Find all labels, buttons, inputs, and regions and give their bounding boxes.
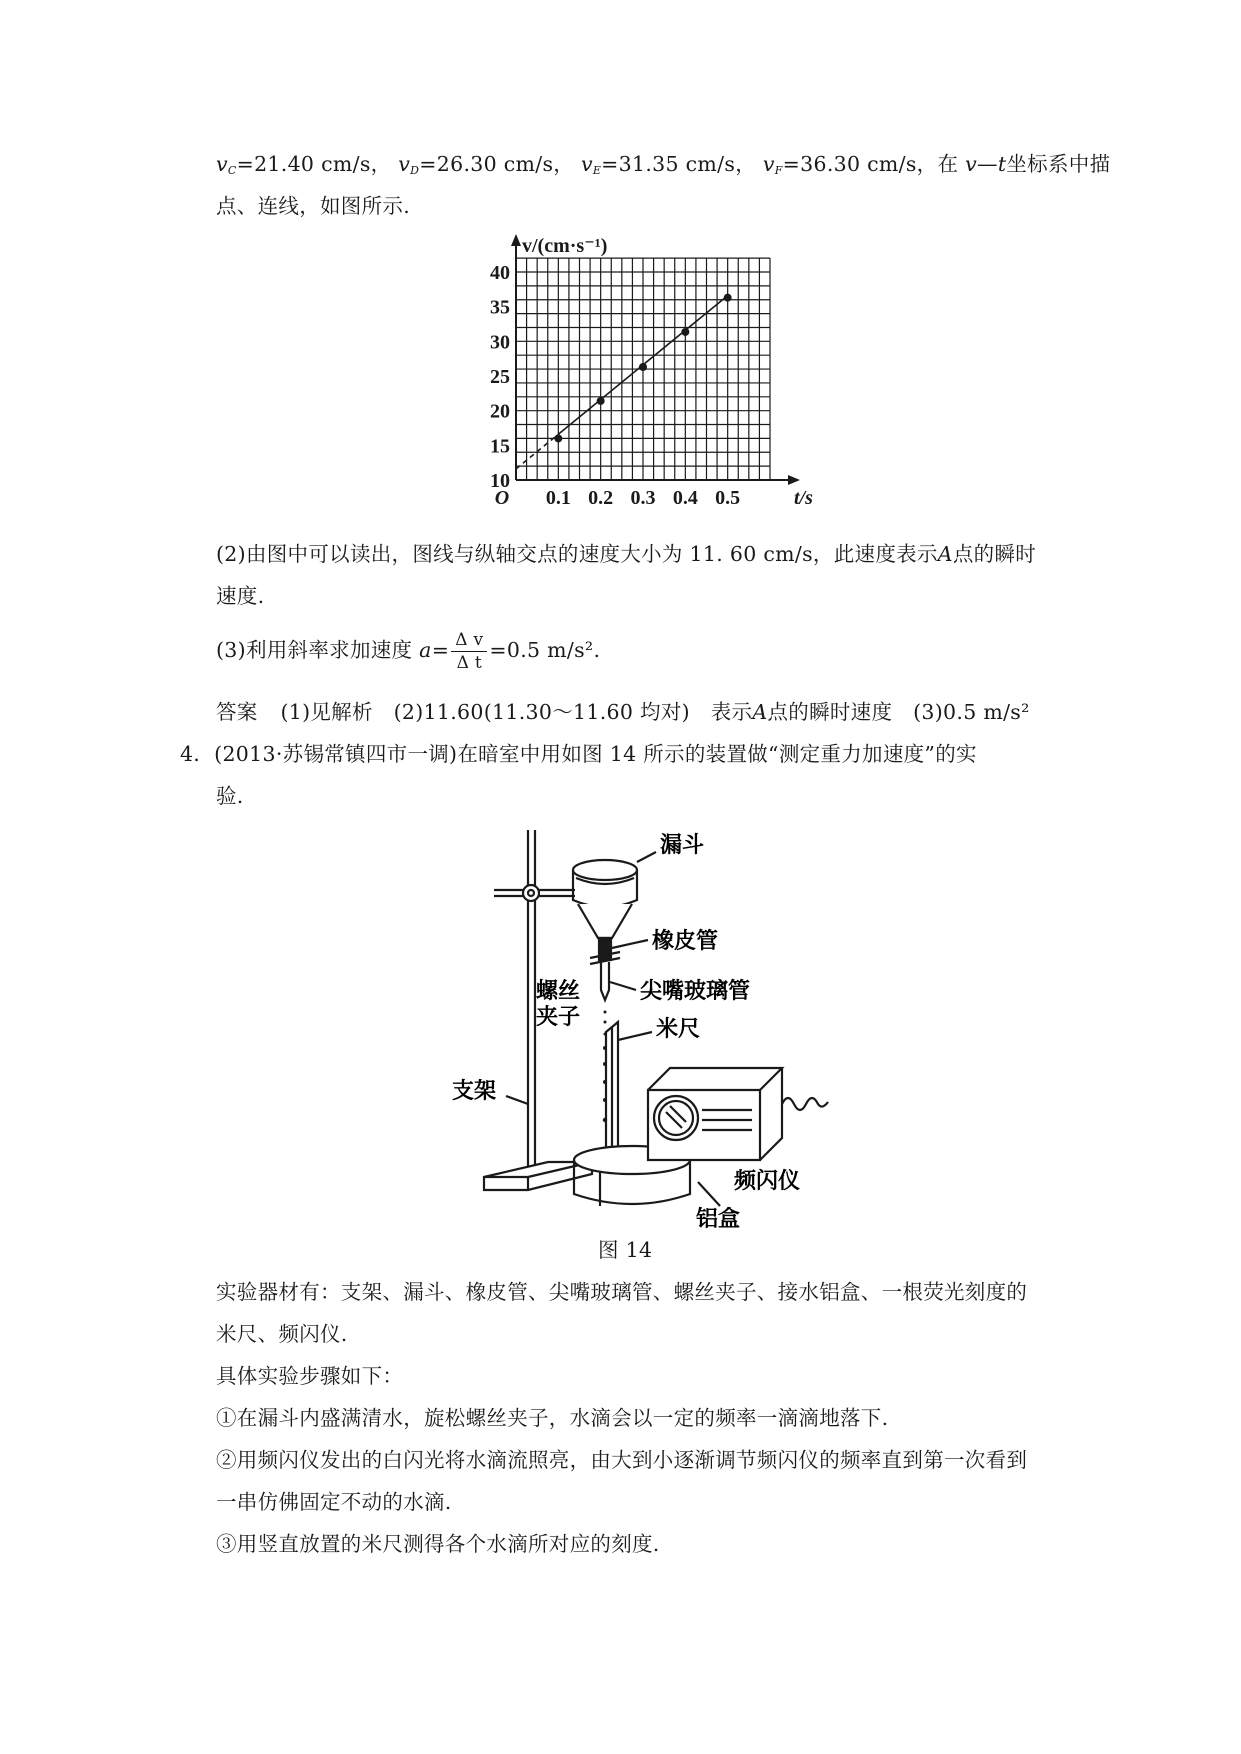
vC-value: =21.40 cm/s，	[236, 152, 392, 176]
vC-symbol: v	[216, 152, 228, 176]
label-funnel: 漏斗	[660, 833, 705, 858]
y-tick-label: 40	[490, 262, 510, 284]
velocity-values-line	[216, 150, 1110, 185]
formula-pre: (3)利用斜率求加速度	[216, 638, 413, 662]
fraction-numerator: Δ v	[451, 629, 487, 652]
label-box: 铝盒	[696, 1207, 741, 1232]
equals-sign: =	[431, 638, 450, 662]
y-tick-label: 20	[490, 400, 510, 423]
origin-label: O	[494, 487, 510, 509]
vF-symbol: v	[762, 152, 775, 176]
answer-part4: (3)0.5 m/s²	[913, 700, 1030, 724]
vt-v: v	[965, 152, 978, 176]
question-number: 4．	[180, 742, 215, 766]
apparatus-figure	[452, 822, 850, 1232]
x-axis-arrow	[788, 475, 800, 485]
label-ruler: 米尺	[656, 1017, 701, 1042]
answer-label: 答案	[216, 700, 258, 724]
data-point	[639, 363, 647, 371]
answer-point-A: A	[752, 700, 768, 724]
equipment-line1: 实验器材有：支架、漏斗、橡皮管、尖嘴玻璃管、螺丝夹子、接水铝盒、一根荧光刻度的	[216, 1280, 1028, 1304]
velocity-time-chart	[470, 232, 813, 528]
vE-symbol: v	[580, 152, 593, 176]
vt-tail: 坐标系中描	[1006, 152, 1111, 176]
vD-subscript: D	[410, 164, 420, 177]
clamp-knob	[523, 885, 539, 901]
vD-symbol: v	[398, 152, 411, 176]
paragraph2-text-a: (2)由图中可以读出，图线与纵轴交点的速度大小为 11. 60 cm/s，此速度表示	[216, 542, 938, 566]
vE-subscript: E	[592, 164, 602, 177]
chart-labels	[490, 235, 813, 509]
question4-text: (2013·苏锡常镇四市一调)在暗室中用如图 14 所示的装置做“测定重力加速度”的实	[214, 742, 977, 766]
answer-part3-post: 点的瞬时速度	[767, 700, 893, 724]
paragraph2-text-b: 点的瞬时	[952, 542, 1037, 566]
x-tick-label: 0.1	[545, 487, 571, 509]
vt-dash: —	[977, 152, 998, 176]
step-2a: ②用频闪仪发出的白闪光将水滴流照亮，由大到小逐渐调节频闪仪的频率直到第一次看到	[216, 1448, 1028, 1472]
question4-line2: 验.	[216, 784, 244, 808]
vC-subscript: C	[227, 164, 237, 177]
label-clamp-1: 螺丝	[536, 979, 581, 1004]
y-tick-label: 25	[490, 366, 510, 388]
y-tick-label: 35	[490, 296, 510, 319]
y-tick-label: 15	[490, 435, 510, 458]
x-tick-label: 0.3	[630, 487, 656, 509]
data-point	[681, 328, 689, 336]
strobe-box	[648, 1090, 760, 1160]
equipment-line2: 米尺、频闪仪.	[216, 1322, 348, 1346]
answer-part2: (2)11.60(11.30～11.60 均对)	[393, 700, 690, 724]
answer-part3-pre: 表示	[710, 700, 753, 724]
steps-title: 具体实验步骤如下：	[216, 1364, 404, 1388]
acceleration-formula-line	[216, 626, 600, 674]
symbol-a: a	[419, 638, 432, 662]
y-axis-arrow	[511, 234, 521, 246]
point-A-symbol: A	[937, 542, 953, 566]
x-tick-label: 0.5	[715, 487, 741, 509]
y-tick-label: 10	[490, 470, 510, 492]
funnel-rim	[573, 860, 637, 880]
x-tick-label: 0.2	[588, 487, 614, 509]
data-point	[724, 294, 732, 302]
label-clamp-2: 夹子	[536, 1005, 581, 1030]
vE-value: =31.35 cm/s，	[601, 152, 756, 176]
step-1: ①在漏斗内盛满清水，旋松螺丝夹子，水滴会以一定的频率一滴滴地落下.	[216, 1406, 889, 1430]
vD-value: =26.30 cm/s，	[419, 152, 575, 176]
fraction-denominator: Δ t	[456, 653, 482, 673]
paragraph2-line1	[216, 540, 1036, 568]
y-tick-label: 30	[490, 331, 510, 354]
data-point	[554, 434, 562, 442]
label-rubber-tube: 橡皮管	[652, 929, 719, 954]
figure-caption: 图 14	[598, 1238, 653, 1262]
vt-t: t	[997, 152, 1007, 176]
vF-subscript: F	[774, 164, 783, 177]
formula-result: =0.5 m/s².	[489, 638, 601, 662]
label-stand: 支架	[452, 1079, 497, 1104]
step-3: ③用竖直放置的米尺测得各个水滴所对应的刻度.	[216, 1532, 660, 1556]
label-strobe: 频闪仪	[734, 1169, 801, 1194]
vF-value: =36.30 cm/s，在	[782, 152, 959, 176]
y-axis-label: v/(cm·s⁻¹)	[522, 235, 608, 257]
data-point	[597, 397, 605, 405]
x-axis-label: t/s	[794, 487, 813, 509]
x-tick-label: 0.4	[672, 487, 698, 509]
glass-tube	[601, 962, 609, 1000]
paragraph1-line2: 点、连线，如图所示.	[216, 194, 411, 218]
step-2b: 一串仿佛固定不动的水滴.	[216, 1490, 452, 1514]
answer-line	[216, 698, 1030, 726]
question4-line1	[180, 740, 977, 768]
answer-part1: (1)见解析	[280, 700, 373, 724]
paragraph2-line2: 速度.	[216, 584, 265, 608]
delta-v-over-delta-t	[451, 629, 487, 674]
label-glass-tube: 尖嘴玻璃管	[640, 979, 751, 1004]
